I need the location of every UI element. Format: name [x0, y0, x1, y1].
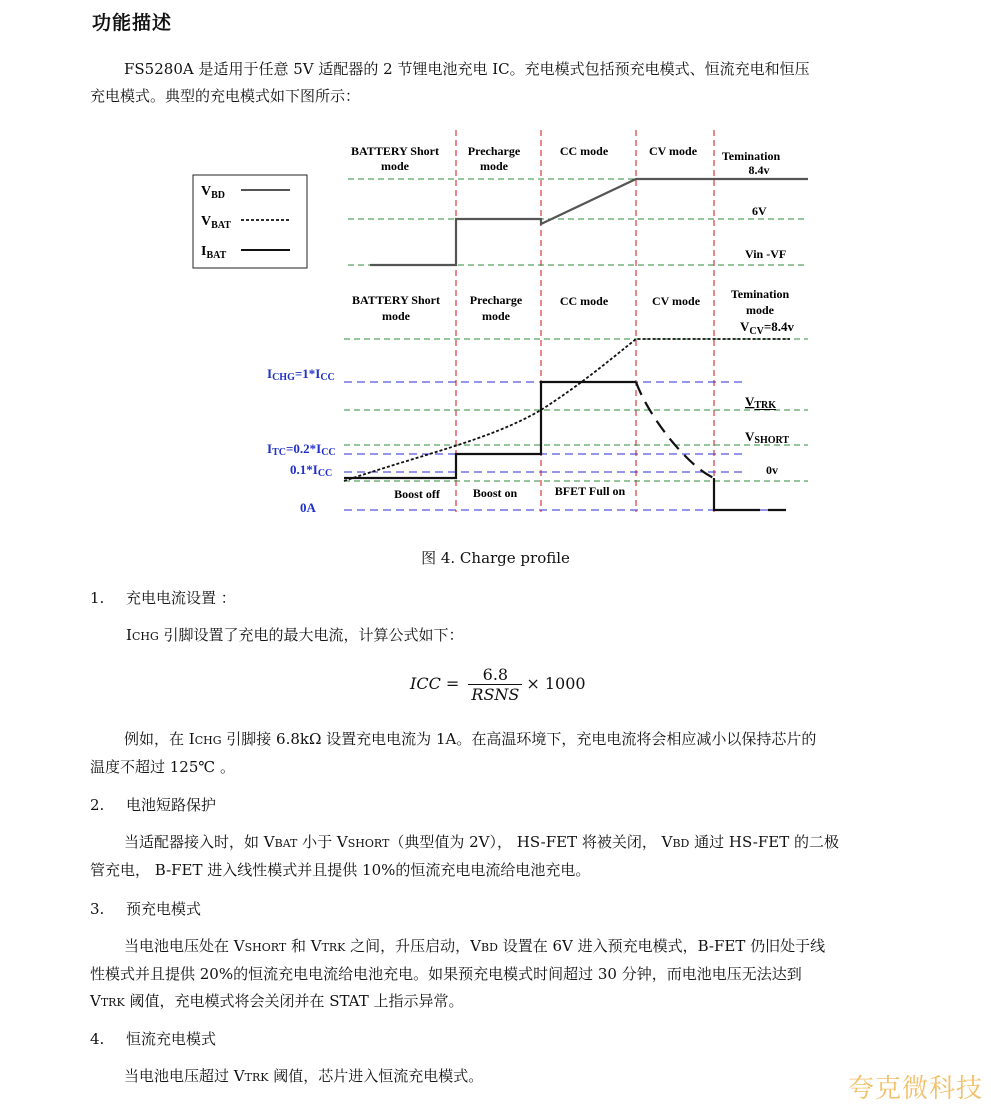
intro-line-2: 充电模式。典型的充电模式如下图所示： — [90, 87, 361, 105]
section-title-text: 恒流充电模式 — [126, 1030, 217, 1048]
watermark: 夸克微科技 — [847, 1074, 983, 1104]
top-mode-label-3: CV mode — [648, 144, 698, 158]
text-run: 通过 HS-FET 的二极 — [689, 833, 840, 851]
subscript: SHORT — [347, 837, 390, 850]
text-run: 小于 V — [297, 833, 348, 851]
example-paragraph — [90, 726, 920, 781]
subscript: BAT — [274, 837, 298, 850]
label-vshort: VSHORT — [745, 429, 790, 446]
label-0v: 0v — [766, 463, 778, 477]
top-mode-label-2: CC mode — [559, 144, 609, 158]
top-mode-label-1b: mode — [480, 159, 508, 173]
subscript: TRK — [100, 996, 125, 1009]
cc-line-1 — [90, 1063, 920, 1091]
bottom-mode-label-4b: mode — [746, 303, 774, 317]
ibat-cv-decay — [636, 382, 714, 478]
ibat-termination — [714, 478, 760, 510]
section-2-title — [90, 794, 216, 815]
text-run: 当电池电压处在 V — [124, 937, 245, 955]
section-1-title — [90, 587, 236, 608]
precharge-line-1 — [90, 933, 920, 961]
bottom-right-labels — [745, 394, 789, 477]
section-heading: 功能描述 — [92, 12, 173, 34]
section-title-text: 充电电流设置 ： — [126, 589, 236, 607]
example-subscript: CHG — [194, 734, 222, 747]
bottom-mode-labels — [352, 287, 789, 323]
top-mode-labels — [351, 144, 780, 177]
label-6v: 6V — [752, 204, 767, 218]
top-mode-label-1a: Precharge — [467, 144, 521, 158]
section-number: 4. — [90, 1030, 105, 1048]
section-number: 2. — [90, 796, 105, 814]
ichg-description-text: 引脚设置了充电的最大电流，计算公式如下： — [158, 626, 464, 644]
section-number: 1. — [90, 589, 105, 607]
text-run: （典型值为 2V）， HS-FET 将被关闭， V — [389, 833, 673, 851]
section-number: 3. — [90, 900, 105, 918]
bottom-mode-label-4a: Temination — [730, 287, 790, 301]
bottom-mode-label-2: CC mode — [559, 294, 609, 308]
subscript: TRK — [244, 1071, 269, 1084]
bottom-mode-label-1a: Precharge — [469, 293, 523, 307]
top-mode-label-0a: BATTERY Short — [351, 144, 439, 158]
subscript: BD — [481, 941, 498, 954]
top-guides — [348, 179, 808, 265]
intro-line-1: FS5280A 是适用于任意 5V 适配器的 2 节锂电池充电 IC。充电模式包括预充电模式、恒流充电和恒压 — [124, 60, 810, 78]
subscript: TRK — [321, 941, 346, 954]
formula-denominator: RSNS — [471, 685, 520, 704]
text-run: 之间，升压启动，V — [345, 937, 482, 955]
short-protection-paragraph — [90, 829, 920, 884]
short-line-2: 管充电， B-FET 进入线性模式并且提供 10%的恒流充电电流给电池充电。 — [90, 861, 591, 879]
text-run: V — [90, 992, 101, 1010]
label-0a: 0A — [300, 500, 316, 515]
bottom-mode-label-0b: mode — [382, 309, 410, 323]
formula-fraction — [468, 665, 522, 704]
example-pre: 例如，在 I — [124, 730, 195, 748]
charge-profile-diagram — [180, 125, 820, 525]
ichg-symbol: I — [126, 626, 132, 644]
legend-vbd: $V_{BD}$ — [201, 184, 226, 201]
bottom-mode-label-3: CV mode — [651, 294, 701, 308]
legend — [193, 175, 307, 268]
phase-boost-off: Boost off — [394, 487, 440, 501]
top-mode-label-4b: 8.4v — [748, 163, 770, 177]
ichg-description — [126, 622, 906, 650]
label-01icc: 0.1*ICC — [290, 462, 333, 479]
formula-multiplier: × 1000 — [526, 674, 586, 693]
text-run: 设置在 6V 进入预充电模式，B-FET 仍旧处于线 — [497, 937, 826, 955]
ichg-subscript: CHG — [131, 630, 159, 643]
precharge-line-3 — [90, 988, 920, 1016]
text-run: 阈值，充电模式将会关闭并在 STAT 上指示异常。 — [124, 992, 464, 1010]
phase-boost-on: Boost on — [472, 486, 518, 500]
left-current-labels — [267, 366, 336, 515]
phase-bfet-full-on: BFET Full on — [554, 484, 626, 498]
label-itc: ITC=0.2*ICC — [267, 441, 336, 458]
intro-paragraph — [90, 56, 920, 110]
label-ichg: ICHG=1*ICC — [267, 366, 335, 383]
label-vtrk: VTRK — [745, 394, 777, 411]
text-run: 阈值，芯片进入恒流充电模式。 — [268, 1067, 484, 1085]
top-right-labels — [745, 204, 786, 261]
bottom-mode-label-0a: BATTERY Short — [352, 293, 440, 307]
text-run: 当电池电压超过 V — [124, 1067, 245, 1085]
label-vin-vf: Vin -VF — [745, 247, 787, 261]
section-title-text: 预充电模式 — [126, 900, 202, 918]
top-mode-label-0b: mode — [381, 159, 409, 173]
vcv-label: $V_{CV}=8.4v$ — [740, 319, 795, 337]
cc-mode-paragraph — [90, 1063, 920, 1091]
ibat-curve — [344, 382, 636, 478]
icc-formula — [410, 665, 586, 704]
bottom-phase-labels — [394, 484, 625, 501]
example-post: 引脚接 6.8kΩ 设置充电电流为 1A。在高温环境下，充电电流将会相应减小以保持芯片的 — [221, 730, 817, 748]
vbd-curve — [370, 179, 808, 265]
top-mode-label-4a: Temination — [721, 149, 781, 163]
section-4-title — [90, 1028, 216, 1049]
figure-caption: 图 4. Charge profile — [421, 549, 570, 567]
subscript: BD — [672, 837, 690, 850]
text-run: 当适配器接入时，如 V — [124, 833, 275, 851]
legend-ibat: $I_{BAT}$ — [201, 244, 227, 261]
short-line-1 — [90, 829, 920, 857]
precharge-line-2: 性模式并且提供 20%的恒流充电电流给电池充电。如果预充电模式时间超过 30 分钟，而电池电压无法达到 — [90, 965, 802, 983]
formula-numerator: 6.8 — [468, 665, 522, 685]
example-line-1 — [90, 726, 920, 754]
section-title-text: 电池短路保护 — [126, 796, 217, 814]
formula-lhs: ICC = — [410, 674, 465, 693]
text-run: 和 V — [286, 937, 322, 955]
precharge-paragraph — [90, 933, 920, 1016]
subscript: SHORT — [244, 941, 287, 954]
legend-vbat: $V_{BAT}$ — [201, 214, 231, 231]
section-3-title — [90, 898, 201, 919]
bottom-mode-label-1b: mode — [482, 309, 510, 323]
example-line-2: 温度不超过 125℃ 。 — [90, 758, 235, 776]
